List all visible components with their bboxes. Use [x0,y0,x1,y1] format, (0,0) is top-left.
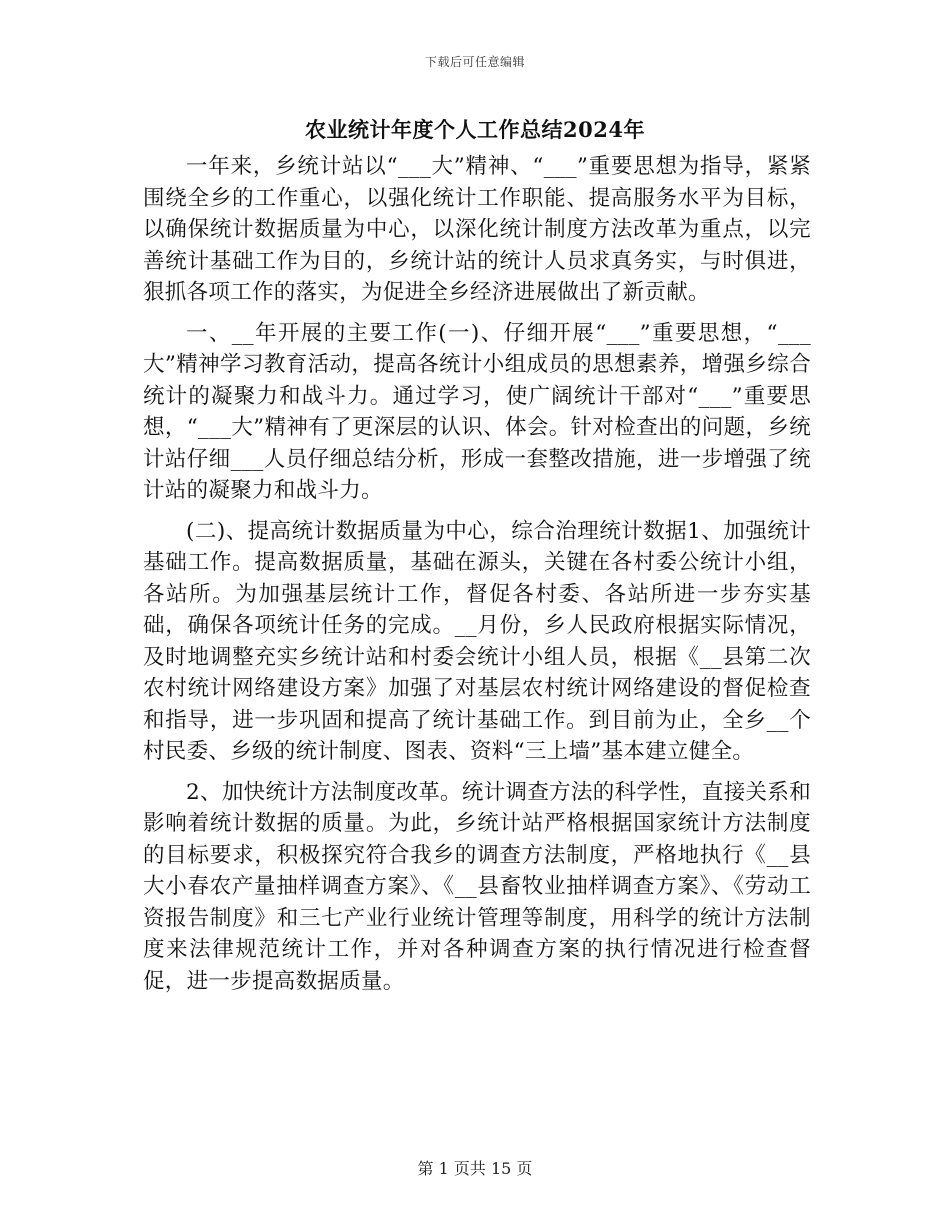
document-body [143,151,811,1006]
document-title: 农业统计年度个人工作总结2024年 [305,117,645,142]
paragraph-main-work-3: 2、加快统计方法制度改革。统计调查方法的科学性，直接关系和影响着统计数据的质量。为此，乡统计站严格根据国家统计方法制度的目标要求，积极探究符合我乡的调查方法制度，严格地执行《__县大小春农产量抽样调查方案》、《__县畜牧业抽样调查方案》、《劳动工资报告制度》和三七产业行业统计管理等制度，用科学的统计方法制度来法律规范统计工作，并对各种调查方案的执行情况进行检查督促，进一步提高数据质量。 [143,779,811,994]
page-number: 第 1 页共 15 页 [417,1159,533,1178]
page-header-note: 下载后可任意编辑 [424,55,525,69]
paragraph-main-work-2: (二)、提高统计数据质量为中心，综合治理统计数据1、加强统计基础工作。提高数据质量，基础在源头，关键在各村委公统计小组，各站所。为加强基层统计工作，督促各村委、各站所进一步夯实基础，确保各项统计任务的完成。__月份，乡人民政府根据实际情况，及时地调整充实乡统计站和村委会统计小组人员，根据《__县第二次农村统计网络建设方案》加强了对基层农村统计网络建设的督促检查和指导，进一步巩固和提高了统计基础工作。到目前为止，全乡__个村民委、乡级的统计制度、图表、资料“三上墙”基本建立健全。 [143,518,811,764]
paragraph-intro: 一年来，乡统计站以“___大”精神、“___”重要思想为指导，紧紧围绕全乡的工作重心，以强化统计工作职能、提高服务水平为目标，以确保统计数据质量为中心，以深化统计制度方法改革为重点，以完善统计基础工作为目的，乡统计站的统计人员求真务实，与时俱进，狠抓各项工作的落实，为促进全乡经济进展做出了新贡献。 [143,154,811,305]
paragraph-main-work-1: 一、__年开展的主要工作(一)、仔细开展“___”重要思想，“___大”精神学习教育活动，提高各统计小组成员的思想素养，增强乡综合统计的凝聚力和战斗力。通过学习，使广阔统计干部对“___”重要思想，“___大”精神有了更深层的认识、体会。针对检查出的问题，乡统计站仔细___人员仔细总结分析，形成一套整改措施，进一步增强了统计站的凝聚力和战斗力。 [143,320,811,503]
